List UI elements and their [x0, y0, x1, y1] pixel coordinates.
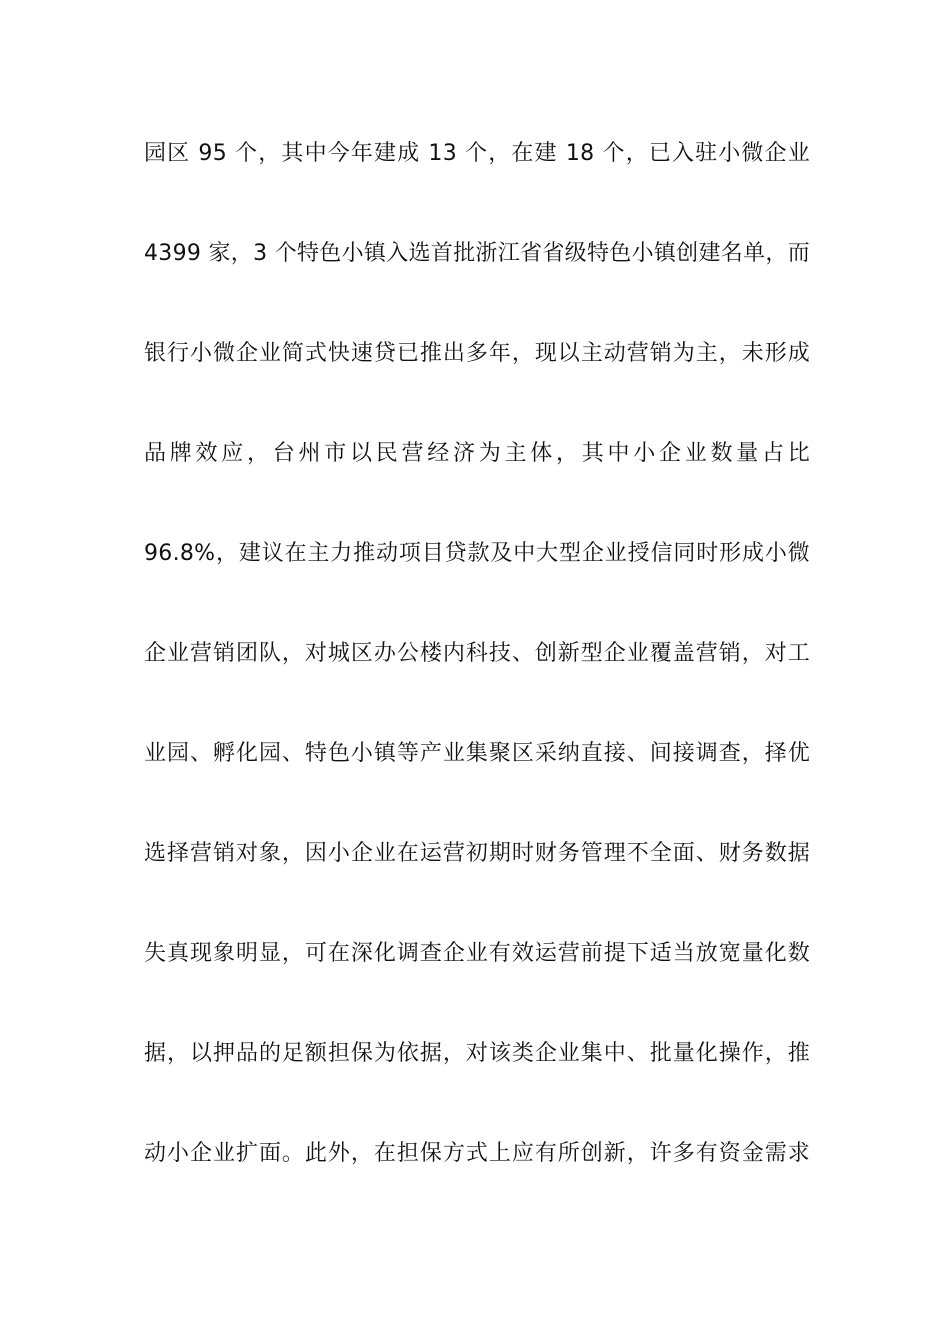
text-line-10: 据，以押品的足额担保为依据，对该类企业集中、批量化操作，推 [144, 1041, 810, 1066]
text-line-8: 选择营销对象，因小企业在运营初期时财务管理不全面、财务数据 [144, 841, 810, 866]
text-line-7: 业园、孵化园、特色小镇等产业集聚区采纳直接、间接调查，择优 [144, 741, 810, 766]
text-line-1: 园区 95 个，其中今年建成 13 个，在建 18 个，已入驻小微企业 [144, 141, 810, 166]
text-line-9: 失真现象明显，可在深化调查企业有效运营前提下适当放宽量化数 [144, 941, 810, 966]
text-line-11: 动小企业扩面。此外，在担保方式上应有所创新，许多有资金需求 [144, 1141, 810, 1166]
text-line-6: 企业营销团队，对城区办公楼内科技、创新型企业覆盖营销，对工 [144, 641, 810, 666]
text-line-3: 银行小微企业简式快速贷已推出多年，现以主动营销为主，未形成 [144, 341, 810, 366]
text-line-5: 96.8%，建议在主力推动项目贷款及中大型企业授信同时形成小微 [144, 541, 810, 566]
text-line-2: 4399 家，3 个特色小镇入选首批浙江省省级特色小镇创建名单，而 [144, 241, 810, 266]
text-line-4: 品牌效应，台州市以民营经济为主体，其中小企业数量占比 [144, 441, 810, 466]
body-paragraph [144, 129, 810, 1229]
